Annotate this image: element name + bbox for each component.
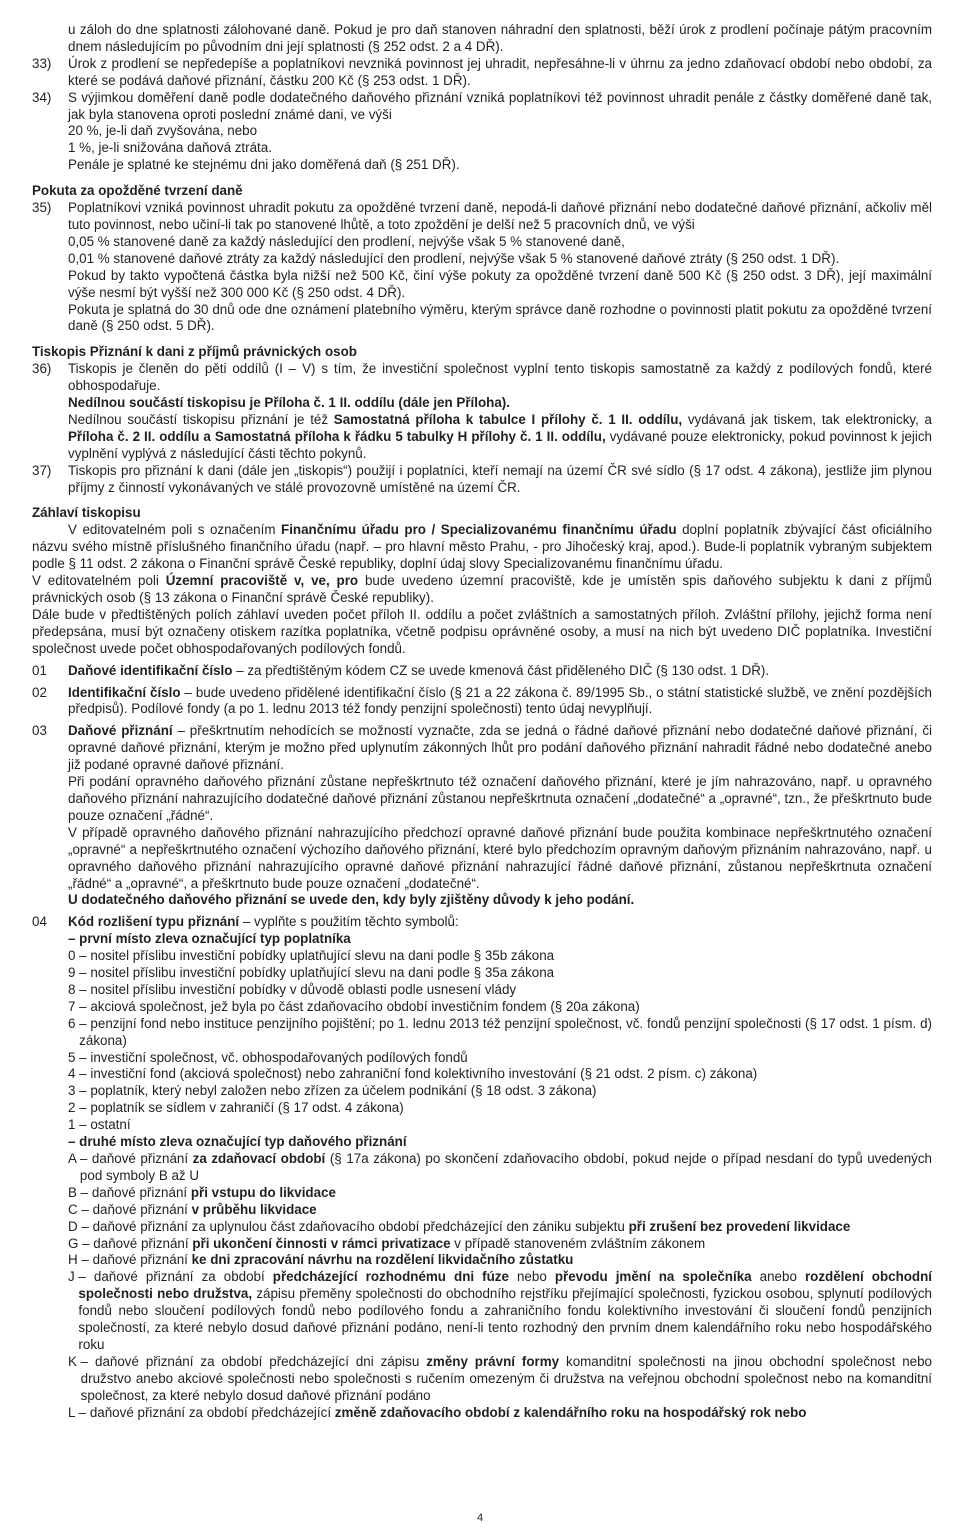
text-bold: při ukončení činnosti v rámci privatizace <box>192 1235 451 1251</box>
text-bold: Územní pracoviště v, ve, pro <box>165 573 359 589</box>
text-bold: – druhé místo zleva označující typ daňového přiznání <box>68 1134 407 1150</box>
symbol-text <box>81 1202 932 1219</box>
text-bold: změny právní formy <box>426 1353 560 1369</box>
item-36 <box>32 361 932 462</box>
code-text <box>68 723 932 909</box>
text-bold: při zrušení bez provedení likvidace <box>628 1218 851 1234</box>
code-number: 04 <box>32 914 47 930</box>
text-part: vydávaná jak tiskem, tak elektronicky, a <box>682 411 932 427</box>
symbol-text <box>81 1219 932 1236</box>
symbol-key: 4 <box>68 1066 80 1082</box>
text-part: – daňové přiznání <box>79 1151 193 1166</box>
text-part: – přeškrtnutím nehodících se možností vyznačte, zda se jedná o řádné daňové přiznání nebo dodatečné daňové přiznání, či opravné daňové přiznání, kterým je možno před uplynutím zákonných lhůt pro podání daňového přiznání nahradit řádné nebo dodatečné anebo již podané opravné daňové přiznání. <box>68 723 932 773</box>
item-34-line: Penále je splatné ke stejnému dni jako doměřená daň (§ 251 DŘ). <box>68 157 460 173</box>
code-text <box>68 663 932 680</box>
symbol-key: 5 <box>68 1049 80 1065</box>
text-bold: Příloha č. 2 II. oddílu a Samostatná příloha k řádku 5 tabulky H přílohy č. 1 II. oddílu, <box>68 428 606 444</box>
code-number: 01 <box>32 662 47 678</box>
list-item <box>32 965 932 982</box>
code-text <box>68 914 932 931</box>
item-35-text: Poplatníkovi vzniká povinnost uhradit pokutu za opožděné tvrzení daně, nepodá-li daňové přiznání nebo dodatečné daňové přiznání, ačkoliv měl tuto povinnost, nebo učiní-li tak po stanovené lhůtě, a toto zpoždění je delší než 5 pracovních dnů, ve výši <box>68 200 932 232</box>
list-item <box>32 948 932 965</box>
text-part: (§ 17a zákona) po skončení zdaňovacího období, pokud nejde o případ nesdaní do typů uvedených pod symboly B až U <box>79 1151 932 1183</box>
symbol-text <box>82 1236 932 1253</box>
code-number: 03 <box>32 723 47 739</box>
document-page <box>32 22 932 1422</box>
item-35-line: Pokuta je splatná do 30 dnů ode dne oznámení platebního výměru, kterým správce daně rozhodne o povinnosti platit pokutu za opožděné tvrzení daně (§ 250 odst. 5 DŘ). <box>68 301 932 334</box>
text-part: nebo <box>508 1269 555 1285</box>
symbol-D <box>32 1219 932 1236</box>
symbol-text: – nositel příslibu investiční pobídky uplatňující slevu na dani podle § 35b zákona <box>79 948 555 964</box>
symbol-key: J <box>68 1269 79 1285</box>
symbol-key: G <box>68 1235 83 1251</box>
text-part: – daňové přiznání za období předcházející dni zápisu <box>80 1353 427 1369</box>
symbol-text: – nositel příslibu investiční pobídky uplatňující slevu na dani podle § 35a zákona <box>79 965 555 981</box>
text-bold: v průběhu likvidace <box>191 1201 317 1217</box>
code-03-line <box>68 723 932 774</box>
symbol-key: 9 <box>68 965 80 981</box>
item-number: 35) <box>32 200 52 216</box>
symbol-key: K <box>68 1353 81 1369</box>
text-part: bude uvedeno územní pracoviště, kde je umístěn spis daňového subjektu k dani z příjmů právnických osob (§ 13 zákona o Finanční správě České republiky). <box>32 573 932 605</box>
symbol-text: – poplatník se sídlem v zahraničí (§ 17 odst. 4 zákona) <box>79 1100 404 1116</box>
item-number: 34) <box>32 89 52 105</box>
symbol-H <box>32 1252 932 1269</box>
symbol-B <box>32 1185 932 1202</box>
item-text <box>68 361 932 462</box>
symbol-A <box>32 1151 932 1185</box>
zahlavi-paragraph: Dále bude v předtištěných polích záhlaví uveden počet příloh II. oddílu a počet zvláštních a samostatných příloh. Zvláštní přílohy, jejichž forma není předepsána, musí být označeny otiskem razítka poplatníka, včetně podpisu oprávněné osoby, a musí na nich být uvedeno DIČ poplatníka. Investiční společnost uvede počet obhospodařovaných podílových fondů. <box>32 606 932 656</box>
list-item <box>32 1016 932 1050</box>
zahlavi-paragraph <box>32 522 932 573</box>
symbol-key: 3 <box>68 1083 80 1099</box>
text-part: – vyplňte s použitím těchto symbolů: <box>239 914 459 930</box>
subheading <box>32 1134 932 1151</box>
symbol-key: 6 <box>68 1015 80 1031</box>
item-number: 36) <box>32 361 52 377</box>
symbol-text <box>81 1252 932 1269</box>
symbol-text <box>81 1354 932 1405</box>
zahlavi-paragraph <box>32 573 932 607</box>
item-35-line: 0,01 % stanovené daňové ztráty za každý následující den prodlení, nejvýše však 5 % stanovené daňové ztráty (§ 250 odst. 1 DŘ). <box>68 250 840 266</box>
text-bold: Daňové identifikační číslo <box>68 662 233 678</box>
item-number: 37) <box>32 462 52 478</box>
symbol-text <box>78 1269 932 1354</box>
intro-paragraph: u záloh do dne splatnosti zálohované daně. Pokud je pro daň stanoven náhradní den splatnosti, běží úrok z prodlení počínaje pátým pracovním dnem následujícím po původním dni její splatnosti (§ 252 odst. 2 a 4 DŘ). <box>68 22 932 54</box>
symbol-text <box>79 1405 932 1422</box>
symbol-C <box>32 1202 932 1219</box>
symbol-text <box>80 1151 932 1185</box>
list-item <box>32 1100 932 1117</box>
item-text <box>68 200 932 335</box>
first-place-list <box>32 948 932 1134</box>
text-part: V editovatelném poli <box>32 573 166 589</box>
code-03-line: Při podání opravného daňového přiznání zůstane nepřeškrtnuto též označení daňového přiznání, které je jím nahrazováno, např. u opravného daňového přiznání nahrazujícího dodatečné daňové přiznání zůstanou nepřeškrtnuta označení „dodatečné“ a „opravné“, tzn., že přeškrtnuto bude pouze označení „řádné“. <box>68 774 932 823</box>
symbol-key: A <box>68 1151 80 1166</box>
text-part: komanditní společnosti na jinou obchodní společnost nebo družstvo anebo akciové společnosti nebo společnosti s ručením omezeným či družstva na veřejnou obchodní společnost nebo na komanditní společnost, za které nebylo dosud daňové přiznání podáno <box>80 1353 932 1403</box>
symbol-key: C <box>68 1201 82 1217</box>
section-heading: Záhlaví tiskopisu <box>32 505 141 521</box>
symbol-key: 8 <box>68 981 80 997</box>
text-part: V editovatelném poli s označením <box>68 522 282 538</box>
text-part: – bude uvedeno přidělené identifikační číslo (§ 21 a 22 zákona č. 89/1995 Sb., o státní statistické službě, ve znění pozdějších předpisů). Podílové fondy (a po 1. lednu 2013 též fondy penzijní společnosti) tento údaj nevyplňují. <box>68 684 932 717</box>
list-item <box>32 999 932 1016</box>
text-part: anebo <box>751 1269 805 1285</box>
item-number: 33) <box>32 55 52 71</box>
symbol-L <box>32 1405 932 1422</box>
item-text: Úrok z prodlení se nepředepíše a poplatníkovi nevzniká povinnost jej uhradit, nepřesáhne-li v úhrnu za jedno zdaňovací období nebo období, za které se podává daňové přiznání, částku 200 Kč (§ 253 odst. 1 DŘ). <box>68 55 932 88</box>
code-04 <box>32 914 932 931</box>
code-01 <box>32 663 932 680</box>
symbol-key: 1 <box>68 1117 80 1133</box>
item-text <box>68 90 932 175</box>
item-33 <box>32 56 932 90</box>
list-item <box>32 1083 932 1100</box>
text-bold: při vstupu do likvidace <box>190 1184 336 1200</box>
item-36-bold: Nedílnou součástí tiskopisu je Příloha č. 1 II. oddílu (dále jen Příloha). <box>68 395 510 411</box>
symbol-text: – poplatník, který nebyl založen nebo zřízen za účelem podnikání (§ 18 odst. 3 zákona) <box>79 1083 597 1099</box>
code-03-bold-line <box>68 892 932 909</box>
text-part: – za předtištěným kódem CZ se uvede kmenová část přiděleného DIČ (§ 130 odst. 1 DŘ). <box>232 662 770 678</box>
list-item <box>32 1050 932 1067</box>
symbol-key: 0 <box>68 948 80 964</box>
item-35 <box>32 200 932 335</box>
symbol-key: L <box>68 1404 79 1420</box>
item-34-line: 1 %, je-li snižována daňová ztráta. <box>68 140 272 156</box>
list-item <box>32 982 932 999</box>
symbol-text: – penzijní fond nebo instituce penzijního pojištění; po 1. lednu 2013 též penzijní společnost, vč. fondů penzijní společnosti (§ 17 odst. 1 písm. d) zákona) <box>79 1015 932 1048</box>
text-bold: Identifikační číslo <box>68 684 181 700</box>
text-bold: rozdělení obchodní společnosti nebo družstva, <box>78 1269 933 1302</box>
text-bold: – první místo zleva označující typ poplatníka <box>68 931 351 947</box>
text-bold: U dodatečného daňového přiznání se uvede den, kdy byly zjištěny důvody k jeho podání. <box>68 892 635 908</box>
text-part: v případě stanoveném zvláštním zákonem <box>450 1235 706 1251</box>
text-part: zápisu přeměny společnosti do obchodního rejstříku přejímající společnosti, fyzickou osobou, splynutí podílových fondů nebo sloučení podílových fondů nebo podílového fondu a zahraničního fondu kolektivního investování či sloučení fondů penzijních společností, za které nebylo dosud daňové přiznání podáno, není-li tento rozhodný den prvním dnem kalendářního roku nebo hospodářského roku <box>78 1286 932 1352</box>
item-35-line: Pokud by takto vypočtená částka byla nižší než 500 Kč, činí výše pokuty za opožděné tvrzení daně 500 Kč (§ 250 odst. 3 DŘ), její maximální výše nesmí být vyšší než 300 000 Kč (§ 250 odst. 4 DŘ). <box>68 267 932 300</box>
text-part: – daňové přiznání za uplynulou část zdaňovacího období předcházející den zániku subjektu <box>81 1218 629 1234</box>
symbol-G <box>32 1236 932 1253</box>
symbol-key: H <box>68 1252 82 1268</box>
symbol-text: – nositel příslibu investiční pobídky v důvodě oblasti podle usnesení vlády <box>79 981 517 997</box>
symbol-key: B <box>68 1184 81 1200</box>
text-part: – daňové přiznání <box>80 1184 191 1200</box>
text-part: doplní poplatník zbývající část oficiálního názvu svého místně příslušného finančního úřadu (např. – pro hlavní město Prahu, - pro Jihočeský kraj, apod.). Bude-li poplatník vybraným subjektem podle § 11 odst. 2 zákona o Finanční správě České republiky, doplní údaj slovy Specializovanému finančnímu úřadu. <box>32 522 932 572</box>
symbol-key: 7 <box>68 998 80 1014</box>
item-37 <box>32 463 932 497</box>
symbol-K <box>32 1354 932 1405</box>
text-part: – daňové přiznání za období <box>78 1269 273 1285</box>
page-number: 4 <box>476 1512 484 1524</box>
symbol-text: – investiční fond (akciová společnost) nebo zahraniční fond kolektivního investování (§ 21 odst. 2 písm. c) zákona) <box>79 1066 758 1082</box>
symbol-key: 2 <box>68 1100 80 1116</box>
code-02 <box>32 685 932 719</box>
symbol-text: – ostatní <box>79 1117 131 1133</box>
text-bold: předcházející rozhodnému dni fúze <box>272 1269 509 1285</box>
text-bold: ke dni zpracování návrhu na rozdělení likvidačního zůstatku <box>191 1252 574 1268</box>
symbol-text: – akciová společnost, jež byla po část zdaňovacího období investičním fondem (§ 20a zákona) <box>79 998 640 1014</box>
item-text: Tiskopis pro přiznání k dani (dále jen „tiskopis“) použijí i poplatníci, kteří nemají na území ČR své sídlo (§ 17 odst. 4 zákona), jestliže jim plynou příjmy z činností vykonávaných ve stálé provozovně umístěné na území ČR. <box>68 462 932 495</box>
symbol-text: – investiční společnost, vč. obhospodařovaných podílových fondů <box>79 1049 468 1065</box>
list-item <box>32 1117 932 1134</box>
item-36-bold-line <box>68 395 932 412</box>
section-heading: Tiskopis Přiznání k dani z příjmů právnických osob <box>32 344 357 360</box>
text-part: vydávané pouze elektronicky, pokud povinnost k jejich vyplnění vyplývá z následující části těchto pokynů. <box>68 428 933 461</box>
text-part: – daňové přiznání za období předcházející <box>78 1404 335 1420</box>
symbol-key: D <box>68 1218 82 1234</box>
text-bold: za zdaňovací období <box>192 1151 326 1166</box>
text-bold: Samostatná příloha k tabulce I přílohy č. 1 II. oddílu, <box>333 411 683 427</box>
text-part: – daňové přiznání <box>81 1252 192 1268</box>
item-34 <box>32 90 932 175</box>
text-part: – daňové přiznání <box>81 1201 192 1217</box>
section-heading: Pokuta za opožděné tvrzení daně <box>32 183 243 199</box>
symbol-text <box>81 1185 932 1202</box>
item-35-line: 0,05 % stanovené daně za každý následující den prodlení, nejvýše však 5 % stanovené daně, <box>68 233 625 249</box>
text-bold: změně zdaňovacího období z kalendářního roku na hospodářský rok nebo <box>334 1404 807 1420</box>
list-item <box>32 1066 932 1083</box>
code-03 <box>32 723 932 909</box>
item-36-text: Tiskopis je členěn do pěti oddílů (I – V) s tím, že investiční společnost vyplní tento tiskopis samostatně za každý z podílových fondů, které obhospodařuje. <box>68 361 932 394</box>
text-part: – daňové přiznání <box>82 1235 193 1251</box>
text-part: Nedílnou součástí tiskopisu přiznání je též <box>68 411 334 427</box>
item-34-line: 20 %, je-li daň zvyšována, nebo <box>68 123 258 139</box>
code-number: 02 <box>32 684 47 700</box>
symbol-J <box>32 1269 932 1354</box>
text-bold: Daňové přiznání <box>68 723 173 739</box>
subheading <box>32 931 932 948</box>
text-bold: Finančnímu úřadu pro / Specializovanému finančnímu úřadu <box>281 522 677 538</box>
text-bold: Kód rozlišení typu přiznání <box>68 914 240 930</box>
item-36-line <box>68 412 932 463</box>
text-bold: převodu jmění na společníka <box>554 1269 752 1285</box>
code-03-line: V případě opravného daňového přiznání nahrazujícího předchozí opravné daňové přiznání bude použita kombinace nepřeškrtnutého označení „opravné“ a nepřeškrtnutého označení výchozího daňového přiznání, které bylo předchozím opravným daňovým přiznáním nahrazováno, např. u opravného daňového přiznání nahrazujícího opravné daňové přiznání nahrazující řádné daňové přiznání, zůstanou nepřeškrtnuta označení „řádné“ a „opravné“, a přeškrtnuto bude pouze označení „dodatečné“. <box>68 824 932 891</box>
code-text <box>68 685 932 719</box>
item-34-text: S výjimkou doměření daně podle dodatečného daňového přiznání vzniká poplatníkovi též povinnost uhradit penále z částky doměřené daně tak, jak byla stanovena oproti poslední známé dani, ve výši <box>68 89 932 122</box>
